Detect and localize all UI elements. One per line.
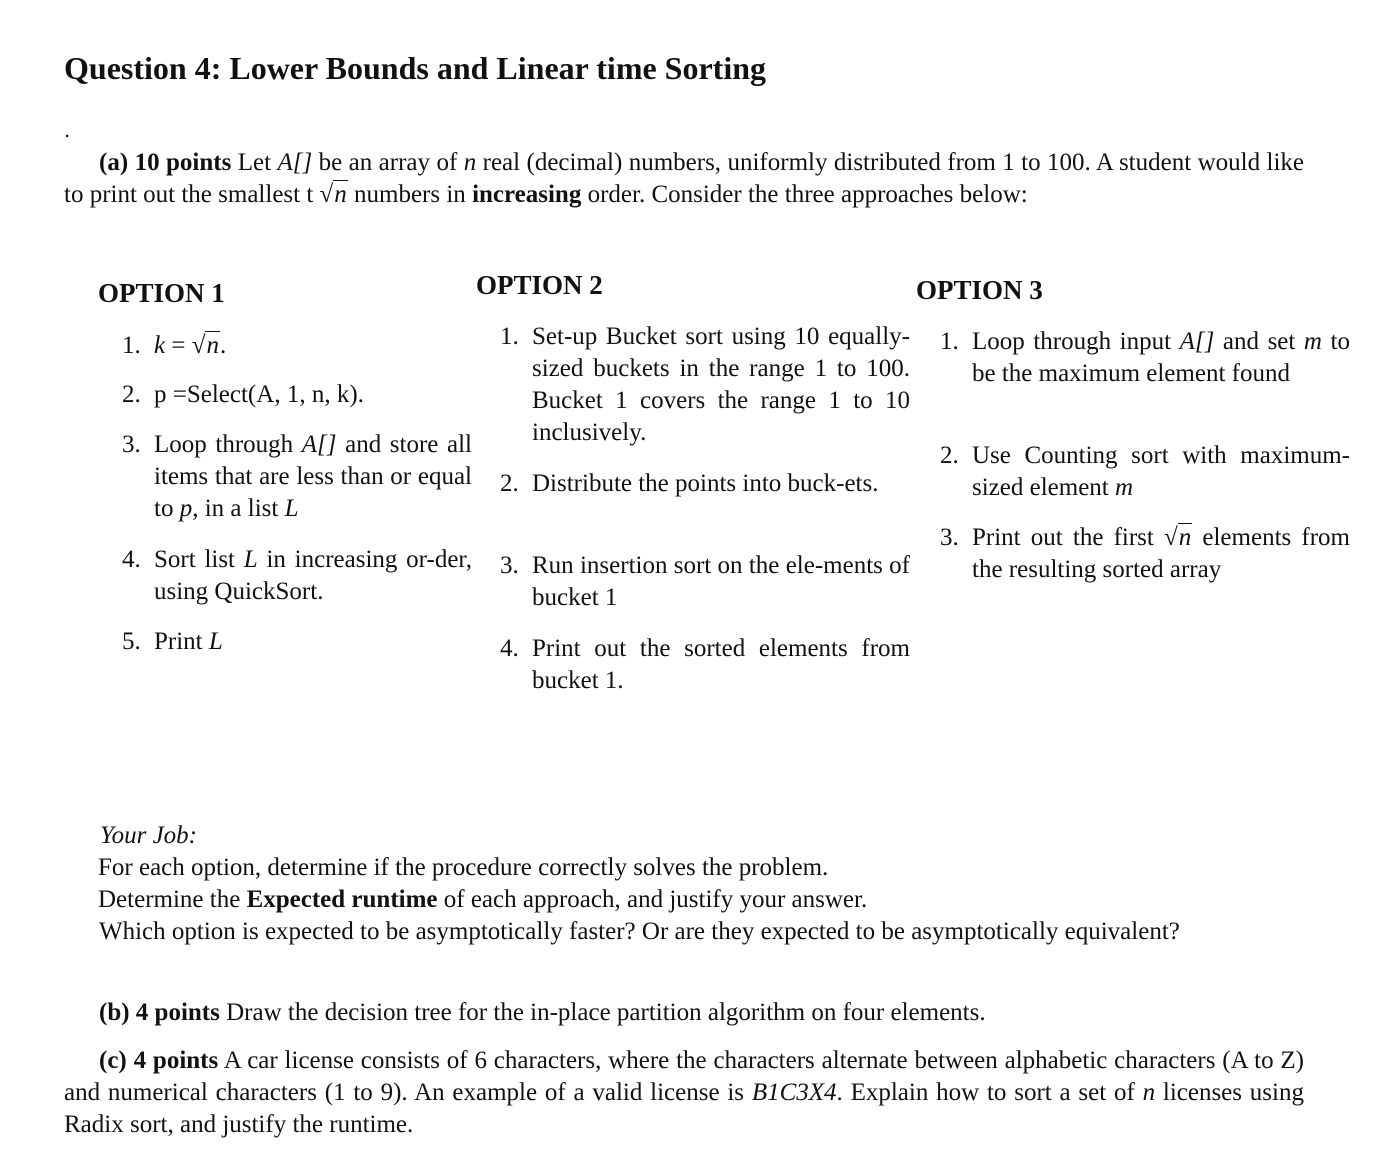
option-1-item-3: 3. Loop through A[] and store all items that are less than or equal to p, in a list L xyxy=(122,431,472,522)
part-a-paragraph: (a) 10 points Let A[] be an array of n real (decimal) numbers, uniformly distributed from 1 to 100. A student would like to print out the smallest t √n numbers in increasing order. Consider the three approaches below: xyxy=(64,149,1304,208)
stray-mark: . xyxy=(64,118,71,142)
option-3-item-1: 1. Loop through input A[] and set m to be the maximum element found xyxy=(940,328,1350,387)
option-1-item-1: 1. k = √n. xyxy=(122,332,227,359)
your-job-heading: Your Job: xyxy=(100,822,198,849)
part-a-label: (a) 10 points xyxy=(99,149,232,176)
your-job-line-1: For each option, determine if the procedure correctly solves the problem. xyxy=(98,854,829,881)
option-1-heading: OPTION 1 xyxy=(98,278,225,308)
option-2-item-2: 2. Distribute the points into buck-ets. xyxy=(500,470,879,497)
option-2-item-4: 4. Print out the sorted elements from bucket 1. xyxy=(500,635,910,694)
option-2-item-1: 1. Set-up Bucket sort using 10 equally-sized buckets in the range 1 to 100. Bucket 1 covers the range 1 to 10 inclusively. xyxy=(500,323,910,446)
option-3-heading: OPTION 3 xyxy=(916,275,1043,305)
option-2-heading: OPTION 2 xyxy=(476,270,603,300)
your-job-line-2: Determine the Expected runtime of each approach, and justify your answer. xyxy=(98,886,868,913)
your-job-line-3: Which option is expected to be asymptotically faster? Or are they expected to be asymptotically equivalent? xyxy=(99,918,1180,945)
option-3-item-2: 2. Use Counting sort with maximum-sized element m xyxy=(940,442,1350,501)
option-1-item-2: 2. p =Select(A, 1, n, k). xyxy=(122,381,364,408)
sqrt-n-math: √n xyxy=(319,181,347,208)
option-2-item-3: 3. Run insertion sort on the ele-ments of bucket 1 xyxy=(500,552,910,611)
option-1-item-5: 5. Print L xyxy=(122,628,223,655)
option-1-item-4: 4. Sort list L in increasing or-der, using QuickSort. xyxy=(122,546,472,605)
part-b-paragraph: (b) 4 points Draw the decision tree for the in-place partition algorithm on four elements. xyxy=(99,999,986,1026)
question-title: Question 4: Lower Bounds and Linear time Sorting xyxy=(64,50,767,86)
option-3-item-3: 3. Print out the first √n elements from the resulting sorted array xyxy=(940,524,1350,583)
part-c-paragraph: (c) 4 points A car license consists of 6 characters, where the characters alternate between alphabetic characters (A to Z) and numerical characters (1 to 9). An example of a valid license is B1C3X4. Explain how to sort a set of n licenses using Radix sort, and justify the runtime. xyxy=(64,1047,1305,1138)
